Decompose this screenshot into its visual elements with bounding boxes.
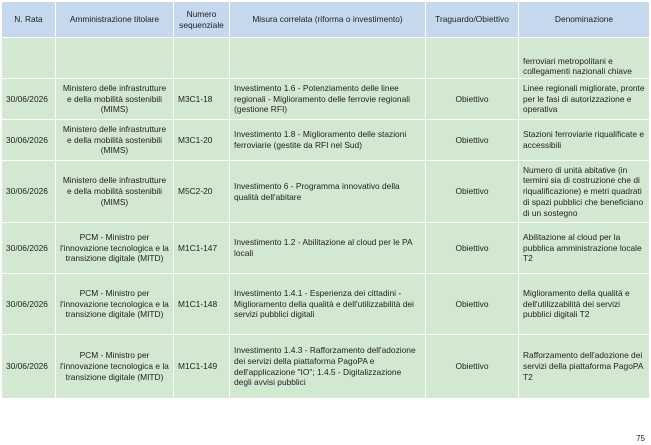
cell-misura: Investimento 6 - Programma innovativo della qualità dell'abitare (230, 161, 426, 223)
cell-numero: M3C1-20 (174, 120, 230, 161)
cell-denominazione: Linee regionali migliorate, pronte per le fasi di autorizzazione e operativa (519, 79, 650, 120)
header-amministrazione: Amministrazione titolare (56, 2, 174, 38)
cell-rata: 30/06/2026 (2, 120, 56, 161)
table-row (2, 79, 650, 120)
header-numero-sequenziale: Numero sequenziale (174, 2, 230, 38)
cell-numero: M1C1-149 (174, 335, 230, 399)
table-row (2, 161, 650, 223)
cell-amministrazione (56, 38, 174, 79)
page-number: 75 (636, 434, 645, 443)
table-row (2, 120, 650, 161)
cell-denominazione: ferroviari metropolitani e collegamenti nazionali chiave (519, 38, 650, 79)
cell-rata: 30/06/2026 (2, 161, 56, 223)
cell-amministrazione: PCM - Ministro per l'innovazione tecnologica e la transizione digitale (MITD) (56, 274, 174, 335)
cell-misura: Investimento 1.2 - Abilitazione al cloud per le PA locali (230, 223, 426, 274)
cell-denominazione: Rafforzamento dell'adozione dei servizi della piattaforma PagoPA T2 (519, 335, 650, 399)
cell-numero: M1C1-147 (174, 223, 230, 274)
cell-amministrazione: Ministero delle infrastrutture e della mobilità sostenibili (MIMS) (56, 79, 174, 120)
cell-numero: M3C1-18 (174, 79, 230, 120)
header-denominazione: Denominazione (519, 2, 650, 38)
cell-rata: 30/06/2026 (2, 274, 56, 335)
cell-traguardo: Obiettivo (426, 274, 519, 335)
cell-misura: Investimento 1.6 - Potenziamento delle linee regionali - Miglioramento delle ferrovie regionali (gestione RFI) (230, 79, 426, 120)
cell-amministrazione: PCM - Ministro per l'innovazione tecnologica e la transizione digitale (MITD) (56, 223, 174, 274)
cell-amministrazione: PCM - Ministro per l'innovazione tecnologica e la transizione digitale (MITD) (56, 335, 174, 399)
table-row (2, 335, 650, 399)
cell-amministrazione: Ministero delle infrastrutture e della mobilità sostenibili (MIMS) (56, 161, 174, 223)
cell-traguardo (426, 38, 519, 79)
cell-denominazione: Miglioramento della qualità e dell'utilizzabilità dei servizi pubblici digitali T2 (519, 274, 650, 335)
header-misura: Misura correlata (riforma o investimento) (230, 2, 426, 38)
cell-traguardo: Obiettivo (426, 223, 519, 274)
cell-misura (230, 38, 426, 79)
cell-denominazione: Abilitazione al cloud per la pubblica amministrazione locale T2 (519, 223, 650, 274)
cell-numero (174, 38, 230, 79)
table-row (2, 38, 650, 79)
cell-traguardo: Obiettivo (426, 120, 519, 161)
cell-traguardo: Obiettivo (426, 79, 519, 120)
cell-traguardo: Obiettivo (426, 161, 519, 223)
cell-misura: Investimento 1.4.1 - Esperienza dei cittadini - Miglioramento della qualità e dell'utilizzabilità dei servizi pubblici digitali (230, 274, 426, 335)
cell-rata: 30/06/2026 (2, 79, 56, 120)
cell-numero: M1C1-148 (174, 274, 230, 335)
cell-rata (2, 38, 56, 79)
cell-rata: 30/06/2026 (2, 223, 56, 274)
cell-misura: Investimento 1.8 - Miglioramento delle stazioni ferroviarie (gestite da RFI nel Sud) (230, 120, 426, 161)
cell-traguardo: Obiettivo (426, 335, 519, 399)
cell-amministrazione: Ministero delle infrastrutture e della mobilità sostenibili (MIMS) (56, 120, 174, 161)
table-header-row (2, 2, 650, 38)
header-traguardo: Traguardo/Obiettivo (426, 2, 519, 38)
cell-rata: 30/06/2026 (2, 335, 56, 399)
cell-denominazione: Stazioni ferroviarie riqualificate e accessibili (519, 120, 650, 161)
header-rata: N. Rata (2, 2, 56, 38)
cell-misura: Investimento 1.4.3 - Rafforzamento dell'adozione dei servizi della piattaforma PagoPA e dell'applicazione "IO"; 1.4.5 - Digitalizzazione degli avvisi pubblici (230, 335, 426, 399)
cell-numero: M5C2-20 (174, 161, 230, 223)
milestones-table (1, 1, 650, 399)
table-row (2, 223, 650, 274)
cell-denominazione: Numero di unità abitative (in termini sia di costruzione che di riqualificazione) e metri quadrati di spazi pubblici che beneficiano di un sostegno (519, 161, 650, 223)
table-row (2, 274, 650, 335)
